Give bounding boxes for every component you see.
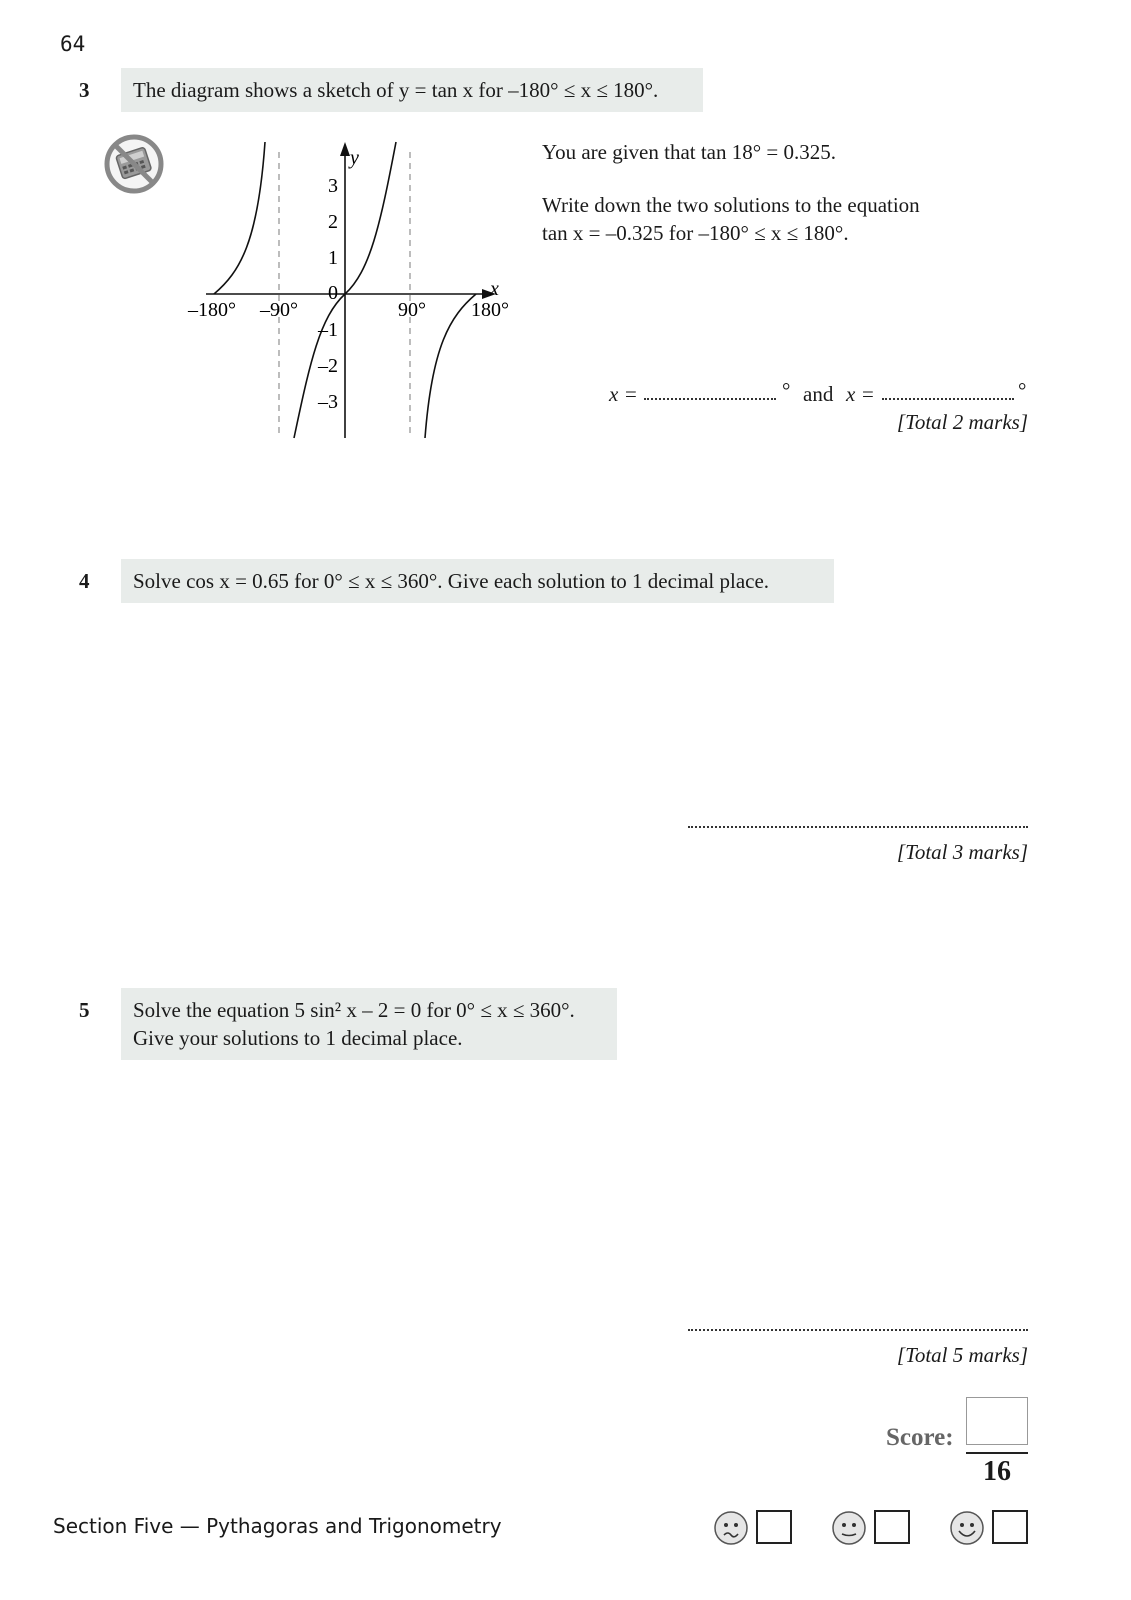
tan-branch-left	[214, 142, 265, 294]
question-5-answer-field[interactable]	[688, 1329, 1028, 1331]
x-tick-label: 180°	[471, 299, 509, 321]
no-calculator-icon	[103, 133, 165, 195]
answer-2-degree: °	[1018, 378, 1027, 402]
y-tick-label: –2	[318, 355, 338, 377]
question-3-instruction-line1: Write down the two solutions to the equation	[542, 193, 920, 217]
section-title: Section Five — Pythagoras and Trigonometry	[53, 1514, 502, 1538]
y-tick-label: 3	[328, 175, 338, 197]
score-input[interactable]	[966, 1397, 1028, 1445]
y-axis-label: y	[350, 147, 359, 169]
answer-2-field[interactable]	[882, 398, 1014, 400]
question-5-number: 5	[79, 998, 90, 1022]
answer-1-degree: °	[782, 378, 791, 402]
score-divider	[966, 1452, 1028, 1454]
question-3-number: 3	[79, 78, 90, 102]
question-3-given: You are given that tan 18° = 0.325.	[542, 140, 836, 164]
y-tick-label: –1	[318, 319, 338, 341]
question-5-marks: [Total 5 marks]	[896, 1343, 1028, 1367]
x-tick-label: –180°	[188, 299, 236, 321]
happy-face-icon	[949, 1510, 985, 1546]
question-3-marks: [Total 2 marks]	[896, 410, 1028, 434]
question-4-number: 4	[79, 569, 90, 593]
happy-checkbox[interactable]	[992, 1510, 1028, 1544]
tan-branch-right	[425, 294, 476, 438]
x-tick-label: 90°	[398, 299, 426, 321]
unsure-face-icon	[713, 1510, 749, 1546]
neutral-checkbox[interactable]	[874, 1510, 910, 1544]
score-label: Score:	[886, 1424, 954, 1451]
y-tick-label: 2	[328, 211, 338, 233]
answer-and-label: and	[803, 382, 834, 406]
question-5-prompt-line2: Give your solutions to 1 decimal place.	[133, 1026, 463, 1050]
answer-1-prefix: x =	[609, 382, 638, 406]
x-tick-label: –90°	[260, 299, 298, 321]
question-4-marks: [Total 3 marks]	[896, 840, 1028, 864]
question-5-prompt	[121, 988, 617, 1060]
question-5-prompt-line1: Solve the equation 5 sin² x – 2 = 0 for 0° ≤ x ≤ 360°.	[133, 998, 575, 1022]
y-tick-label: 0	[328, 282, 338, 304]
tan-graph	[170, 132, 530, 444]
y-tick-label: 1	[328, 247, 338, 269]
question-3-prompt: The diagram shows a sketch of y = tan x for –180° ≤ x ≤ 180°.	[121, 68, 703, 112]
unsure-checkbox[interactable]	[756, 1510, 792, 1544]
x-axis-label: x	[490, 278, 499, 300]
question-4-prompt: Solve cos x = 0.65 for 0° ≤ x ≤ 360°. Give each solution to 1 decimal place.	[121, 559, 834, 603]
y-tick-label: –3	[318, 391, 338, 413]
neutral-face-icon	[831, 1510, 867, 1546]
score-total: 16	[983, 1456, 1011, 1487]
question-4-answer-field[interactable]	[688, 826, 1028, 828]
answer-2-prefix: x =	[846, 382, 875, 406]
question-3-instruction-line2: tan x = –0.325 for –180° ≤ x ≤ 180°.	[542, 221, 849, 245]
page-number: 64	[60, 32, 86, 56]
answer-1-field[interactable]	[644, 398, 776, 400]
